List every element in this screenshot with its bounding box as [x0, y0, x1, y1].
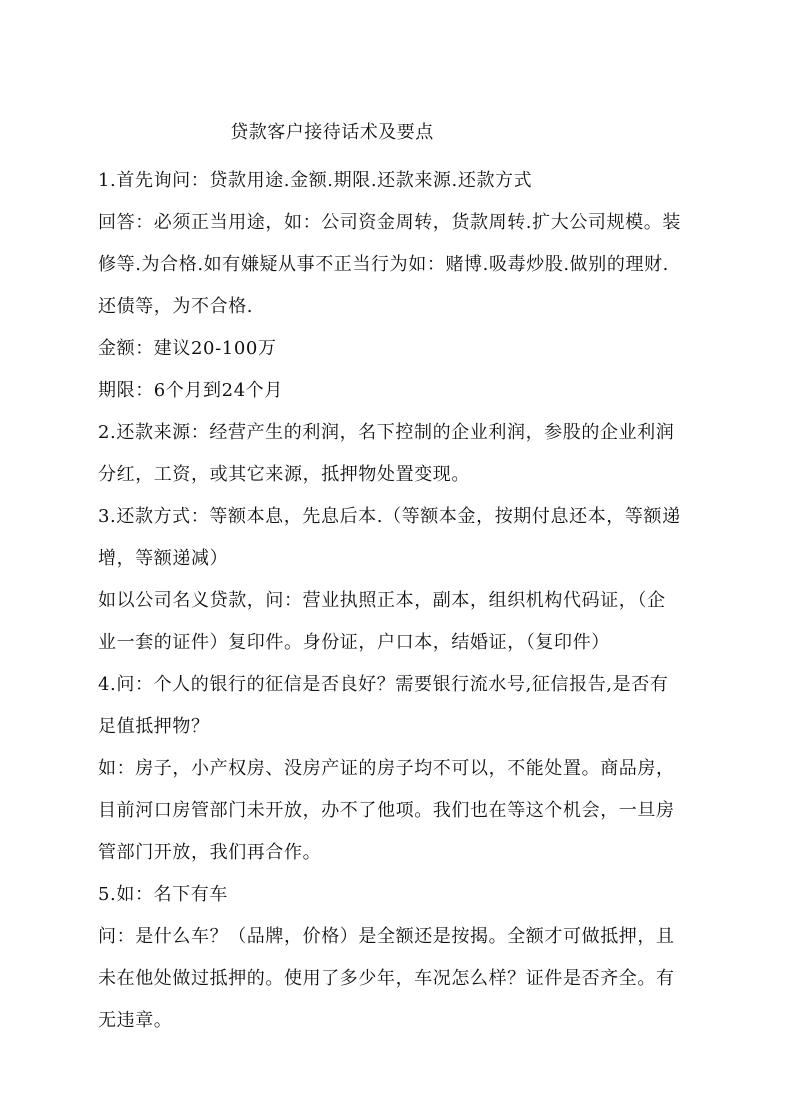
text-line: 业一套的证件）复印件。身份证，户口本，结婚证，（复印件）	[98, 632, 610, 653]
text-line: 1.首先询问：贷款用途.金额.期限.还款来源.还款方式	[98, 170, 533, 191]
text-line: 无违章。	[98, 1010, 173, 1031]
text-line: 还债等，为不合格.	[98, 296, 254, 317]
text-line: 3.还款方式：等额本息，先息后本.（等额本金，按期付息还本，等额递	[98, 506, 681, 527]
text-line: 期限：6个月到24个月	[98, 380, 283, 401]
text-line: 回答：必须正当用途，如：公司资金周转，货款周转.扩大公司规模。装	[98, 212, 681, 233]
text-line: 管部门开放，我们再合作。	[98, 842, 322, 863]
text-line: 4.问：个人的银行的征信是否良好？需要银行流水号,征信报告,是否有	[98, 674, 669, 695]
text-line: 分红，工资，或其它来源，抵押物处置变现。	[98, 464, 470, 485]
text-line: 未在他处做过抵押的。使用了多少年，车况怎么样？证件是否齐全。有	[98, 968, 675, 989]
text-line: 足值抵押物？	[98, 716, 210, 737]
document-title: 贷款客户接待话术及要点	[230, 122, 434, 143]
text-line: 增，等额递减）	[98, 548, 229, 569]
text-line: 问：是什么车？（品牌，价格）是全额还是按揭。全额才可做抵押，且	[98, 926, 675, 947]
text-line: 5.如：名下有车	[98, 884, 228, 905]
text-line: 金额：建议20-100万	[98, 338, 277, 359]
text-line: 目前河口房管部门未开放，办不了他项。我们也在等这个机会，一旦房	[98, 800, 675, 821]
text-line: 如：房子，小产权房、没房产证的房子均不可以，不能处置。商品房，	[98, 758, 675, 779]
text-line: 修等.为合格.如有嫌疑从事不正当行为如：赌博.吸毒炒股.做别的理财.	[98, 254, 670, 275]
text-line: 如以公司名义贷款，问：营业执照正本，副本，组织机构代码证，（企	[98, 590, 666, 611]
document-body	[98, 160, 698, 1042]
text-line: 2.还款来源：经营产生的利润，名下控制的企业利润，参股的企业利润	[98, 422, 675, 443]
